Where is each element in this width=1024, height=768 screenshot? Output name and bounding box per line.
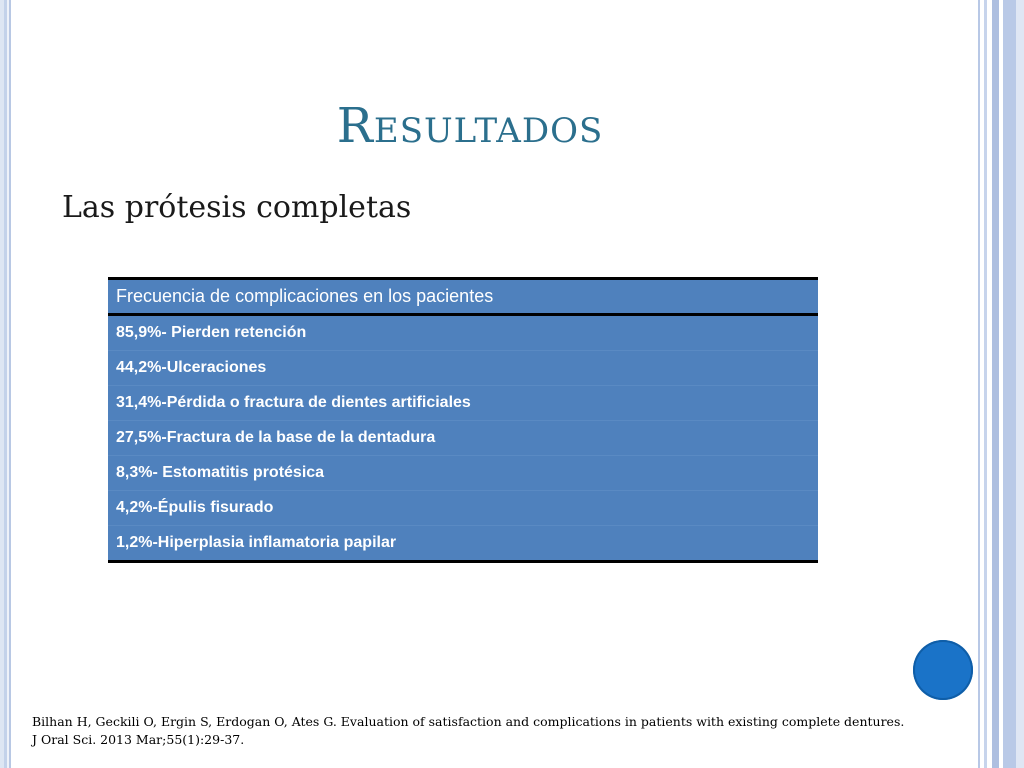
- table-row: 31,4%-Pérdida o fractura de dientes artificiales: [108, 385, 818, 420]
- table-row: 4,2%-Épulis fisurado: [108, 490, 818, 525]
- right-decorative-stripes: [976, 0, 1024, 768]
- table-row: 85,9%- Pierden retención: [116, 324, 307, 341]
- slide-subtitle: Las prótesis completas: [62, 190, 412, 225]
- table-row: 1,2%-Hiperplasia inflamatoria papilar: [108, 525, 818, 560]
- complications-table: [108, 277, 818, 563]
- table-header: Frecuencia de complicaciones en los pacientes: [108, 280, 818, 316]
- table-row: 8,3%- Estomatitis protésica: [108, 455, 818, 490]
- table-body: [108, 316, 818, 560]
- citation: Bilhan H, Geckili O, Ergin S, Erdogan O, Ates G. Evaluation of satisfaction and complications in patients with existing complete dentures. J Oral Sci. 2013 Mar;55(1):29-37.: [32, 714, 905, 747]
- slide-title: Resultados: [336, 98, 604, 154]
- decorative-circle: [913, 640, 973, 700]
- table-row: 27,5%-Fractura de la base de la dentadura: [108, 420, 818, 455]
- table-row: 44,2%-Ulceraciones: [108, 350, 818, 385]
